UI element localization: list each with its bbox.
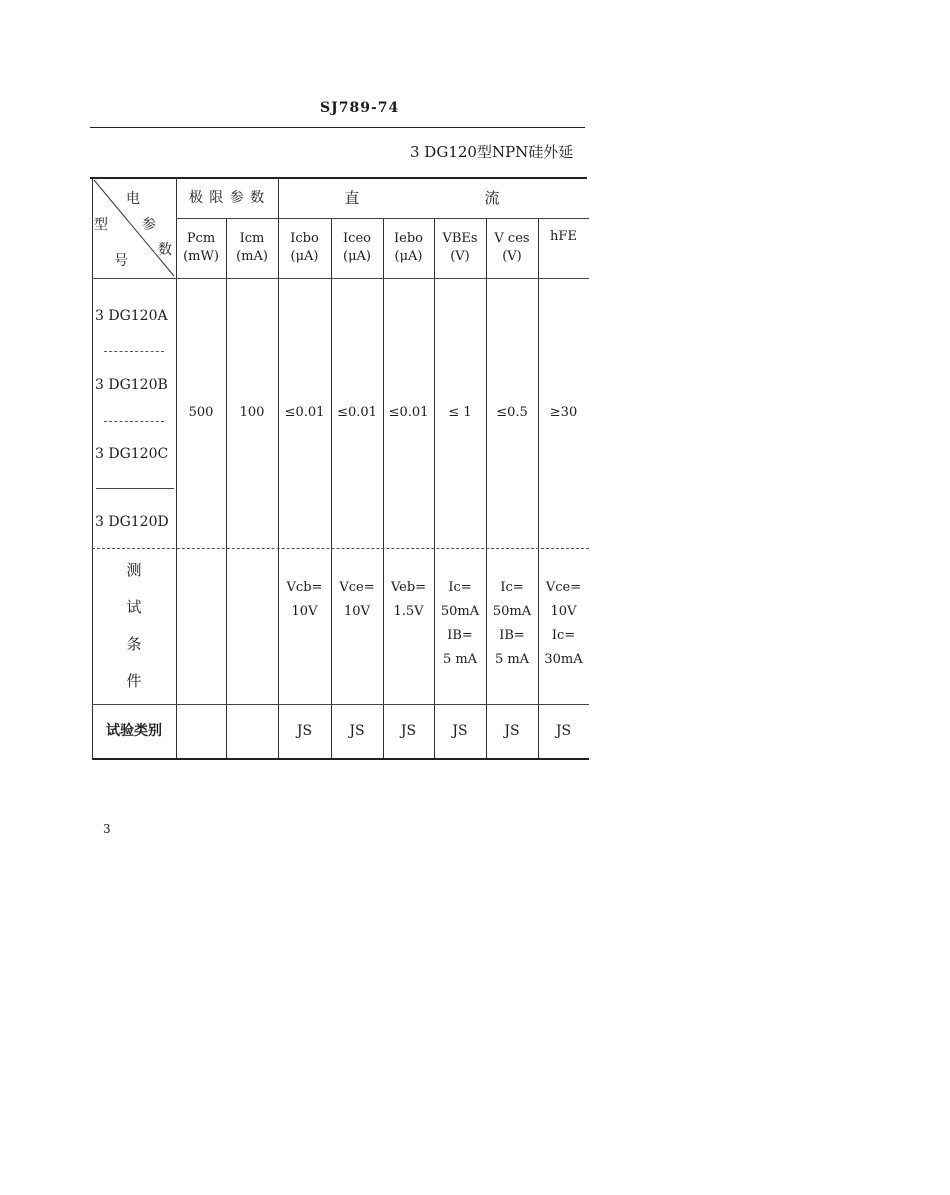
header-rule bbox=[90, 127, 585, 128]
model-3dg120d: 3 DG120D bbox=[95, 513, 169, 530]
value-hfe: ≥30 bbox=[549, 405, 578, 421]
test-category-label: 试验类别 bbox=[106, 722, 162, 739]
value-vces: ≤0.5 bbox=[496, 405, 528, 421]
column-unit: (μA) bbox=[290, 249, 319, 264]
test-label-char: 测 bbox=[126, 561, 142, 579]
corner-label-left: 型 bbox=[94, 217, 108, 233]
column-unit: (V) bbox=[502, 249, 522, 264]
column-header-vces bbox=[486, 218, 538, 278]
column-symbol: Iceo bbox=[343, 231, 371, 247]
dc-header-part2: 流 bbox=[484, 188, 500, 207]
condition-line: 50mA bbox=[492, 604, 532, 619]
column-symbol: Icm bbox=[239, 231, 265, 247]
test-conditions-label bbox=[92, 548, 176, 704]
condition-line: 10V bbox=[291, 604, 318, 619]
corner-label-left2: 号 bbox=[114, 253, 128, 269]
corner-label-right: 参 bbox=[142, 217, 156, 233]
condition-iebo bbox=[383, 576, 434, 624]
column-header-icm bbox=[226, 218, 278, 278]
corner-label-right2: 数 bbox=[158, 242, 172, 258]
category-vbes: JS bbox=[452, 722, 468, 739]
column-symbol: Pcm bbox=[186, 231, 216, 247]
model-3dg120b: 3 DG120B bbox=[95, 376, 168, 393]
column-header-iceo bbox=[331, 218, 383, 278]
condition-line: 10V bbox=[550, 604, 577, 619]
condition-line: IB= bbox=[499, 628, 525, 643]
condition-line: Ic= bbox=[500, 580, 524, 595]
limit-params-header: 极 限 参 数 bbox=[188, 189, 266, 206]
value-icbo: ≤0.01 bbox=[284, 405, 325, 421]
value-iebo: ≤0.01 bbox=[388, 405, 429, 421]
column-unit: (mA) bbox=[236, 249, 268, 264]
table-bottom-rule bbox=[92, 758, 589, 760]
column-unit: (mW) bbox=[183, 249, 219, 264]
condition-line: Vce= bbox=[545, 580, 582, 595]
page-number: 3 bbox=[103, 822, 111, 836]
value-iceo: ≤0.01 bbox=[337, 405, 377, 421]
parameter-table bbox=[92, 178, 589, 758]
column-header-vbes bbox=[434, 218, 486, 278]
column-header-iebo bbox=[383, 218, 434, 278]
column-header-hfe bbox=[538, 218, 589, 278]
category-vces: JS bbox=[504, 722, 520, 739]
column-symbol: Icbo bbox=[290, 231, 319, 247]
column-symbol: hFE bbox=[550, 229, 577, 244]
condition-line: 5 mA bbox=[494, 652, 530, 667]
column-symbol: Iebo bbox=[394, 231, 423, 247]
condition-line: IB= bbox=[447, 628, 473, 643]
category-icbo: JS bbox=[296, 722, 313, 739]
condition-hfe bbox=[538, 576, 589, 672]
condition-line: Veb= bbox=[390, 580, 427, 595]
condition-line: Vce= bbox=[339, 580, 375, 595]
value-icm: 100 bbox=[239, 405, 265, 421]
condition-line: Ic= bbox=[448, 580, 472, 595]
condition-line: 50mA bbox=[440, 604, 480, 619]
model-3dg120c: 3 DG120C bbox=[95, 445, 169, 462]
condition-line: 5 mA bbox=[442, 652, 478, 667]
category-iebo: JS bbox=[400, 722, 417, 739]
condition-line: 1.5V bbox=[393, 604, 424, 619]
column-symbol: V ces bbox=[494, 231, 530, 247]
value-pcm: 500 bbox=[188, 405, 214, 421]
condition-line: Ic= bbox=[551, 628, 576, 643]
model-3dg120a: 3 DG120A bbox=[95, 307, 168, 324]
condition-line: Vcb= bbox=[286, 580, 323, 595]
document-title: 3 DG120型NPN硅外延 bbox=[410, 143, 574, 161]
document-code: SJ789-74 bbox=[320, 100, 400, 116]
column-unit: (μA) bbox=[343, 249, 371, 264]
column-unit: (V) bbox=[450, 249, 470, 264]
column-header-pcm bbox=[176, 218, 226, 278]
condition-line: 30mA bbox=[544, 652, 583, 667]
test-label-char: 试 bbox=[126, 598, 142, 616]
condition-vces bbox=[486, 576, 538, 672]
category-hfe: JS bbox=[555, 722, 572, 739]
dc-header-part1: 直 bbox=[344, 188, 360, 207]
column-unit: (μA) bbox=[394, 249, 423, 264]
condition-line: 10V bbox=[344, 604, 370, 619]
condition-iceo bbox=[331, 576, 383, 624]
category-iceo: JS bbox=[349, 722, 365, 739]
column-symbol: VBEs bbox=[442, 231, 478, 247]
value-vbes: ≤ 1 bbox=[448, 405, 472, 421]
test-label-char: 件 bbox=[126, 672, 142, 690]
column-header-icbo bbox=[278, 218, 331, 278]
corner-label-top: 电 bbox=[126, 191, 140, 207]
condition-vbes bbox=[434, 576, 486, 672]
condition-icbo bbox=[278, 576, 331, 624]
test-label-char: 条 bbox=[126, 635, 142, 653]
